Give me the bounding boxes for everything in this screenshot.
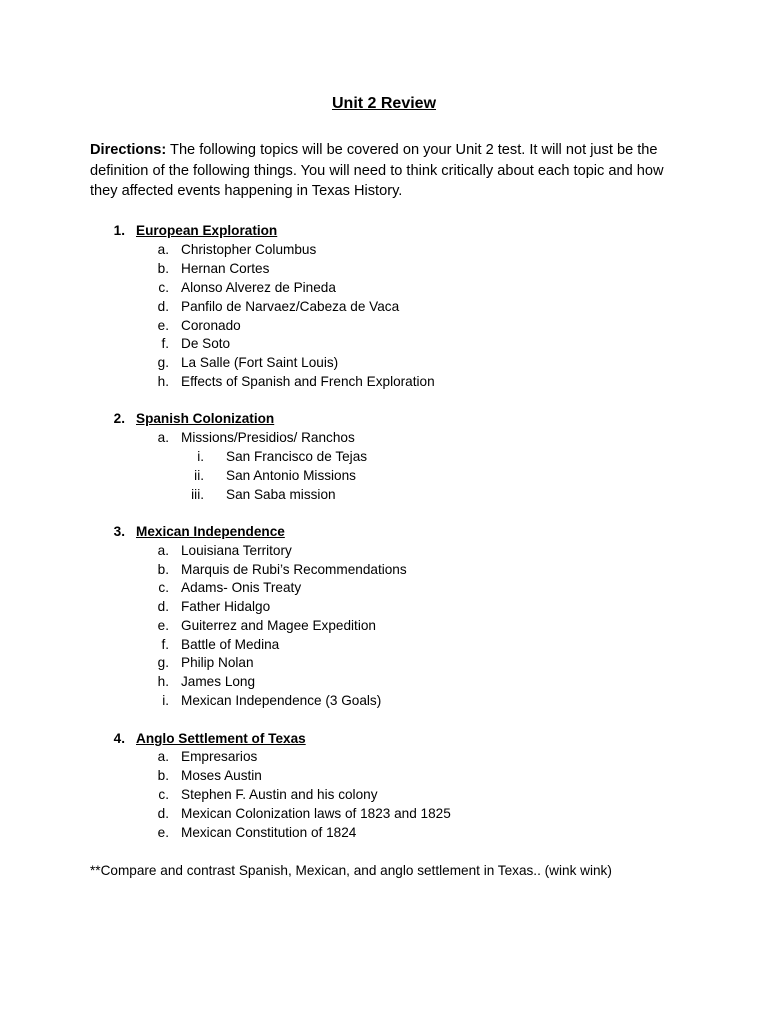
list-item: Mexican Colonization laws of 1823 and 1825	[181, 806, 451, 821]
list-item: Battle of Medina	[181, 637, 280, 652]
list-item-marker: f.	[161, 637, 169, 652]
list-item-marker: b.	[157, 562, 169, 577]
section-number: 2.	[113, 411, 125, 426]
list-item: Hernan Cortes	[181, 261, 270, 276]
list-item-marker: d.	[157, 299, 169, 314]
directions-label: Directions:	[90, 142, 167, 158]
list-item: Empresarios	[181, 749, 258, 764]
list-item: Mexican Independence (3 Goals)	[181, 693, 382, 708]
list-item: Moses Austin	[181, 768, 262, 783]
directions-paragraph	[90, 140, 690, 202]
list-item: James Long	[181, 674, 256, 689]
list-item: Effects of Spanish and French Exploration	[181, 374, 435, 389]
list-item: La Salle (Fort Saint Louis)	[181, 355, 339, 370]
list-item-marker: a.	[157, 430, 169, 445]
list-item-marker: e.	[157, 618, 169, 633]
list-item: Father Hidalgo	[181, 599, 271, 614]
footnote: **Compare and contrast Spanish, Mexican, and anglo settlement in Texas.. (wink wink)	[90, 863, 612, 878]
list-item: Missions/Presidios/ Ranchos	[181, 430, 355, 445]
sub-item-marker: i.	[197, 449, 204, 464]
list-item: De Soto	[181, 336, 231, 351]
list-item-marker: b.	[157, 768, 169, 783]
list-item-marker: d.	[157, 599, 169, 614]
list-item-marker: e.	[157, 825, 169, 840]
section-heading: European Exploration	[136, 223, 278, 238]
list-item: Guiterrez and Magee Expedition	[181, 618, 376, 633]
sub-list-item: San Francisco de Tejas	[226, 449, 368, 464]
directions-text: The following topics will be covered on your Unit 2 test. It will not just be the definition of the following things. You will need to think critically about each topic and how they affected events happening in Texas History.	[90, 142, 664, 200]
list-item-marker: a.	[157, 242, 169, 257]
list-item-marker: c.	[158, 787, 169, 802]
section-heading: Anglo Settlement of Texas	[136, 731, 306, 746]
list-item: Mexican Constitution of 1824	[181, 825, 357, 840]
list-item: Coronado	[181, 318, 241, 333]
list-item-marker: a.	[157, 749, 169, 764]
list-item: Panfilo de Narvaez/Cabeza de Vaca	[181, 299, 400, 314]
list-item-marker: c.	[158, 280, 169, 295]
list-item: Adams- Onis Treaty	[181, 580, 302, 595]
list-item-marker: f.	[161, 336, 169, 351]
sub-list-item: San Antonio Missions	[226, 468, 356, 483]
section-heading: Spanish Colonization	[136, 411, 275, 426]
list-item-marker: d.	[157, 806, 169, 821]
list-item-marker: g.	[157, 655, 169, 670]
list-item-marker: i.	[162, 693, 169, 708]
list-item: Christopher Columbus	[181, 242, 317, 257]
section-heading: Mexican Independence	[136, 524, 285, 539]
list-item-marker: e.	[157, 318, 169, 333]
list-item-marker: c.	[158, 580, 169, 595]
section-number: 3.	[113, 524, 125, 539]
sub-item-marker: ii.	[194, 468, 204, 483]
list-item-marker: a.	[157, 543, 169, 558]
list-item-marker: g.	[157, 355, 169, 370]
section-number: 4.	[113, 731, 125, 746]
list-item: Marquis de Rubi’s Recommendations	[181, 562, 407, 577]
sub-list-item: San Saba mission	[226, 487, 336, 502]
list-item: Alonso Alverez de Pineda	[181, 280, 336, 295]
page-title: Unit 2 Review	[331, 95, 437, 112]
section-number: 1.	[113, 223, 125, 238]
list-item: Stephen F. Austin and his colony	[181, 787, 378, 802]
sub-item-marker: iii.	[191, 487, 204, 502]
list-item-marker: h.	[157, 674, 169, 689]
list-item-marker: h.	[157, 374, 169, 389]
list-item: Louisiana Territory	[181, 543, 292, 558]
list-item: Philip Nolan	[181, 655, 254, 670]
list-item-marker: b.	[157, 261, 169, 276]
